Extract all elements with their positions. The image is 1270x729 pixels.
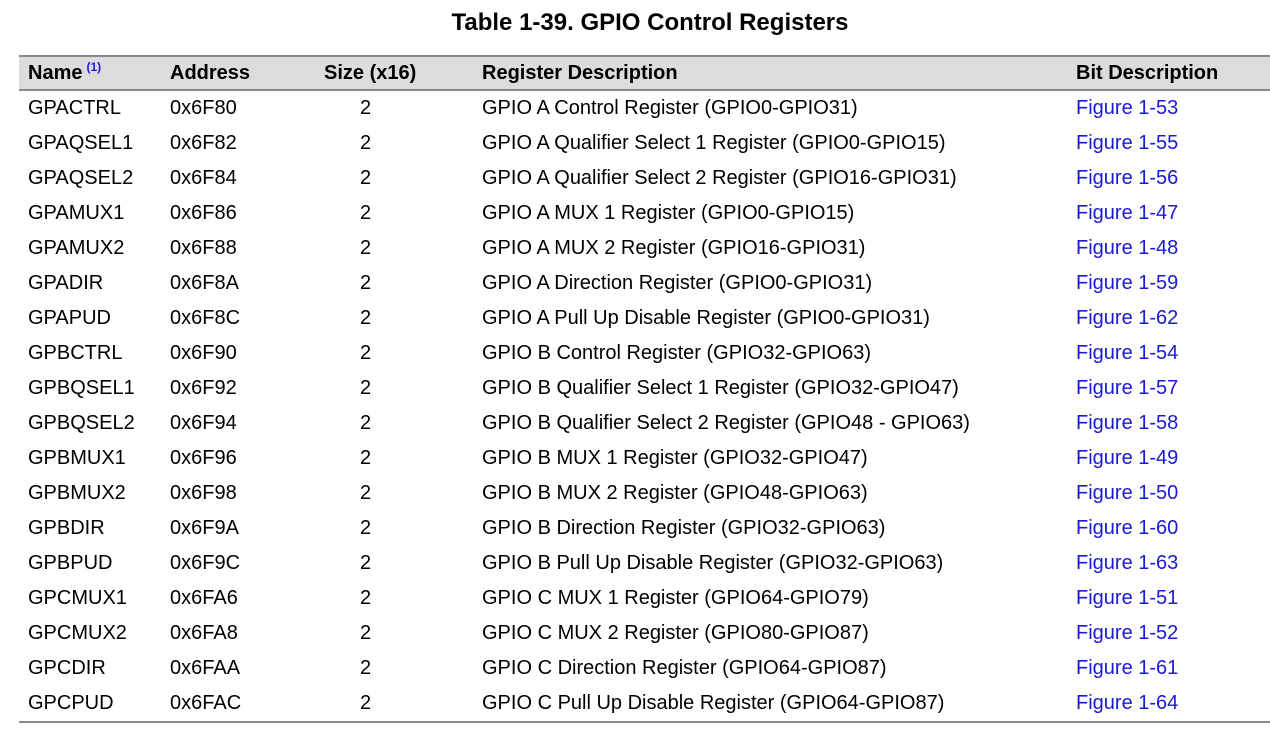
register-name-cell: GPCMUX1 [28, 587, 127, 609]
table-row [19, 161, 1270, 196]
register-size-cell: 2 [359, 447, 372, 469]
register-name-cell: GPBMUX1 [28, 447, 126, 469]
register-description-cell: GPIO B Pull Up Disable Register (GPIO32-GPIO63) [482, 552, 944, 574]
table-row [19, 616, 1270, 651]
header-address: Address [170, 56, 324, 90]
register-size-cell: 2 [359, 97, 372, 119]
figure-link[interactable]: Figure 1-54 [1076, 342, 1179, 364]
table-row [19, 196, 1270, 231]
register-address-cell: 0x6FAC [170, 686, 324, 722]
register-name-cell: GPBMUX2 [28, 482, 126, 504]
register-address-cell: 0x6F90 [170, 342, 237, 364]
figure-link[interactable]: Figure 1-53 [1076, 97, 1179, 119]
table-row [19, 301, 1270, 336]
bit-description-cell [1076, 231, 1270, 266]
table-row [19, 126, 1270, 161]
register-description-cell: GPIO C MUX 2 Register (GPIO80-GPIO87) [482, 622, 869, 644]
table-row [19, 231, 1270, 266]
gpio-control-registers-table [19, 55, 1270, 723]
register-size-cell: 2 [359, 307, 372, 329]
register-size-cell: 2 [359, 377, 372, 399]
figure-link[interactable]: Figure 1-48 [1076, 237, 1179, 259]
register-name-cell: GPAPUD [28, 307, 111, 329]
register-address-cell: 0x6F96 [170, 447, 237, 469]
register-description-cell: GPIO A Direction Register (GPIO0-GPIO31) [482, 272, 873, 294]
register-size-cell: 2 [359, 202, 372, 224]
register-size-cell: 2 [324, 686, 482, 722]
register-size-cell: 2 [359, 657, 372, 679]
register-description-cell: GPIO C Direction Register (GPIO64-GPIO87) [482, 657, 887, 679]
register-name-cell: GPCPUD [19, 686, 170, 722]
bit-description-cell [1076, 301, 1270, 336]
table-header-row [19, 56, 1270, 90]
table-row [19, 336, 1270, 371]
register-description-cell: GPIO B MUX 1 Register (GPIO32-GPIO47) [482, 447, 868, 469]
register-size-cell: 2 [359, 342, 372, 364]
bit-description-cell [1076, 196, 1270, 231]
table-row [19, 686, 1270, 722]
register-size-cell: 2 [359, 482, 372, 504]
figure-link[interactable]: Figure 1-52 [1076, 622, 1179, 644]
bit-description-cell [1076, 126, 1270, 161]
table-row [19, 651, 1270, 686]
table-row [19, 581, 1270, 616]
bit-description-cell [1076, 371, 1270, 406]
register-size-cell: 2 [359, 622, 372, 644]
register-name-cell: GPCMUX2 [28, 622, 127, 644]
register-name-cell: GPBQSEL2 [28, 412, 135, 434]
figure-link[interactable]: Figure 1-61 [1076, 657, 1179, 679]
header-name-label: Name [28, 62, 83, 84]
table-title: Table 1-39. GPIO Control Registers [451, 9, 849, 36]
table-row [19, 90, 1270, 126]
figure-link[interactable]: Figure 1-58 [1076, 412, 1179, 434]
register-size-cell: 2 [359, 412, 372, 434]
register-name-cell: GPAQSEL1 [28, 132, 134, 154]
register-description-cell: GPIO B Control Register (GPIO32-GPIO63) [482, 342, 872, 364]
register-description-cell: GPIO A Qualifier Select 1 Register (GPIO0-GPIO15) [482, 132, 946, 154]
register-address-cell: 0x6F86 [170, 202, 237, 224]
register-size-cell: 2 [359, 552, 372, 574]
header-bit-description: Bit Description [1076, 56, 1270, 90]
register-address-cell: 0x6F80 [170, 97, 237, 119]
bit-description-cell [1076, 336, 1270, 371]
footnote-link[interactable]: (1) [86, 60, 102, 75]
register-description-cell: GPIO A Pull Up Disable Register (GPIO0-GPIO31) [482, 307, 930, 329]
register-address-cell: 0x6F98 [170, 482, 237, 504]
figure-link[interactable]: Figure 1-49 [1076, 447, 1179, 469]
register-name-cell: GPADIR [28, 272, 104, 294]
register-description-cell: GPIO C Pull Up Disable Register (GPIO64-GPIO87) [482, 686, 1076, 722]
figure-link[interactable]: Figure 1-56 [1076, 167, 1179, 189]
table-row [19, 406, 1270, 441]
bit-description-cell [1076, 546, 1270, 581]
register-description-cell: GPIO C MUX 1 Register (GPIO64-GPIO79) [482, 587, 869, 609]
header-register-description: Register Description [482, 56, 1076, 90]
bit-description-cell [1076, 90, 1270, 126]
table-row [19, 476, 1270, 511]
register-size-cell: 2 [359, 517, 372, 539]
register-size-cell: 2 [359, 272, 372, 294]
register-address-cell: 0x6FAA [170, 657, 241, 679]
register-address-cell: 0x6F9A [170, 517, 239, 539]
register-description-cell: GPIO B Qualifier Select 2 Register (GPIO48 - GPIO63) [482, 412, 970, 434]
register-address-cell: 0x6F88 [170, 237, 237, 259]
table-row [19, 371, 1270, 406]
register-size-cell: 2 [359, 132, 372, 154]
table-row [19, 441, 1270, 476]
register-name-cell: GPAMUX2 [28, 237, 125, 259]
bit-description-cell [1076, 406, 1270, 441]
register-description-cell: GPIO B MUX 2 Register (GPIO48-GPIO63) [482, 482, 868, 504]
bit-description-cell [1076, 581, 1270, 616]
bit-description-cell [1076, 161, 1270, 196]
register-name-cell: GPAQSEL2 [28, 167, 134, 189]
register-size-cell: 2 [359, 237, 372, 259]
figure-link[interactable]: Figure 1-57 [1076, 377, 1179, 399]
register-description-cell: GPIO B Direction Register (GPIO32-GPIO63) [482, 517, 886, 539]
figure-link[interactable]: Figure 1-63 [1076, 552, 1179, 574]
register-address-cell: 0x6F9C [170, 552, 241, 574]
register-name-cell: GPCDIR [28, 657, 106, 679]
register-address-cell: 0x6F94 [170, 412, 237, 434]
table-body [19, 90, 1270, 722]
register-address-cell: 0x6F8A [170, 272, 239, 294]
register-address-cell: 0x6FA8 [170, 622, 238, 644]
register-address-cell: 0x6F82 [170, 132, 237, 154]
bit-description-cell [1076, 651, 1270, 686]
register-address-cell: 0x6FA6 [170, 587, 238, 609]
register-description-cell: GPIO A Control Register (GPIO0-GPIO31) [482, 97, 858, 119]
register-description-cell: GPIO B Qualifier Select 1 Register (GPIO32-GPIO47) [482, 377, 959, 399]
register-description-cell: GPIO A Qualifier Select 2 Register (GPIO16-GPIO31) [482, 167, 957, 189]
table-row [19, 546, 1270, 581]
figure-link[interactable]: Figure 1-62 [1076, 307, 1179, 329]
figure-link[interactable]: Figure 1-50 [1076, 482, 1179, 504]
bit-description-cell [1076, 511, 1270, 546]
bit-description-cell [1076, 686, 1270, 722]
figure-link[interactable]: Figure 1-51 [1076, 587, 1179, 609]
register-description-cell: GPIO A MUX 1 Register (GPIO0-GPIO15) [482, 202, 855, 224]
register-description-cell: GPIO A MUX 2 Register (GPIO16-GPIO31) [482, 237, 866, 259]
figure-link[interactable]: Figure 1-55 [1076, 132, 1179, 154]
register-address-cell: 0x6F84 [170, 167, 237, 189]
register-name-cell: GPBPUD [28, 552, 113, 574]
register-address-cell: 0x6F92 [170, 377, 237, 399]
header-name [19, 56, 170, 90]
figure-link[interactable]: Figure 1-59 [1076, 272, 1179, 294]
figure-link[interactable]: Figure 1-60 [1076, 517, 1179, 539]
bit-description-cell [1076, 476, 1270, 511]
figure-link[interactable]: Figure 1-47 [1076, 202, 1179, 224]
bit-description-cell [1076, 441, 1270, 476]
figure-link[interactable]: Figure 1-64 [1076, 692, 1179, 714]
register-size-cell: 2 [359, 167, 372, 189]
table-row [19, 266, 1270, 301]
register-name-cell: GPACTRL [28, 97, 121, 119]
register-size-cell: 2 [359, 587, 372, 609]
register-name-cell: GPBQSEL1 [28, 377, 135, 399]
register-address-cell: 0x6F8C [170, 307, 241, 329]
bit-description-cell [1076, 266, 1270, 301]
register-name-cell: GPAMUX1 [28, 202, 125, 224]
table-row [19, 511, 1270, 546]
register-name-cell: GPBDIR [28, 517, 105, 539]
register-name-cell: GPBCTRL [28, 342, 123, 364]
header-size: Size (x16) [324, 56, 482, 90]
bit-description-cell [1076, 616, 1270, 651]
